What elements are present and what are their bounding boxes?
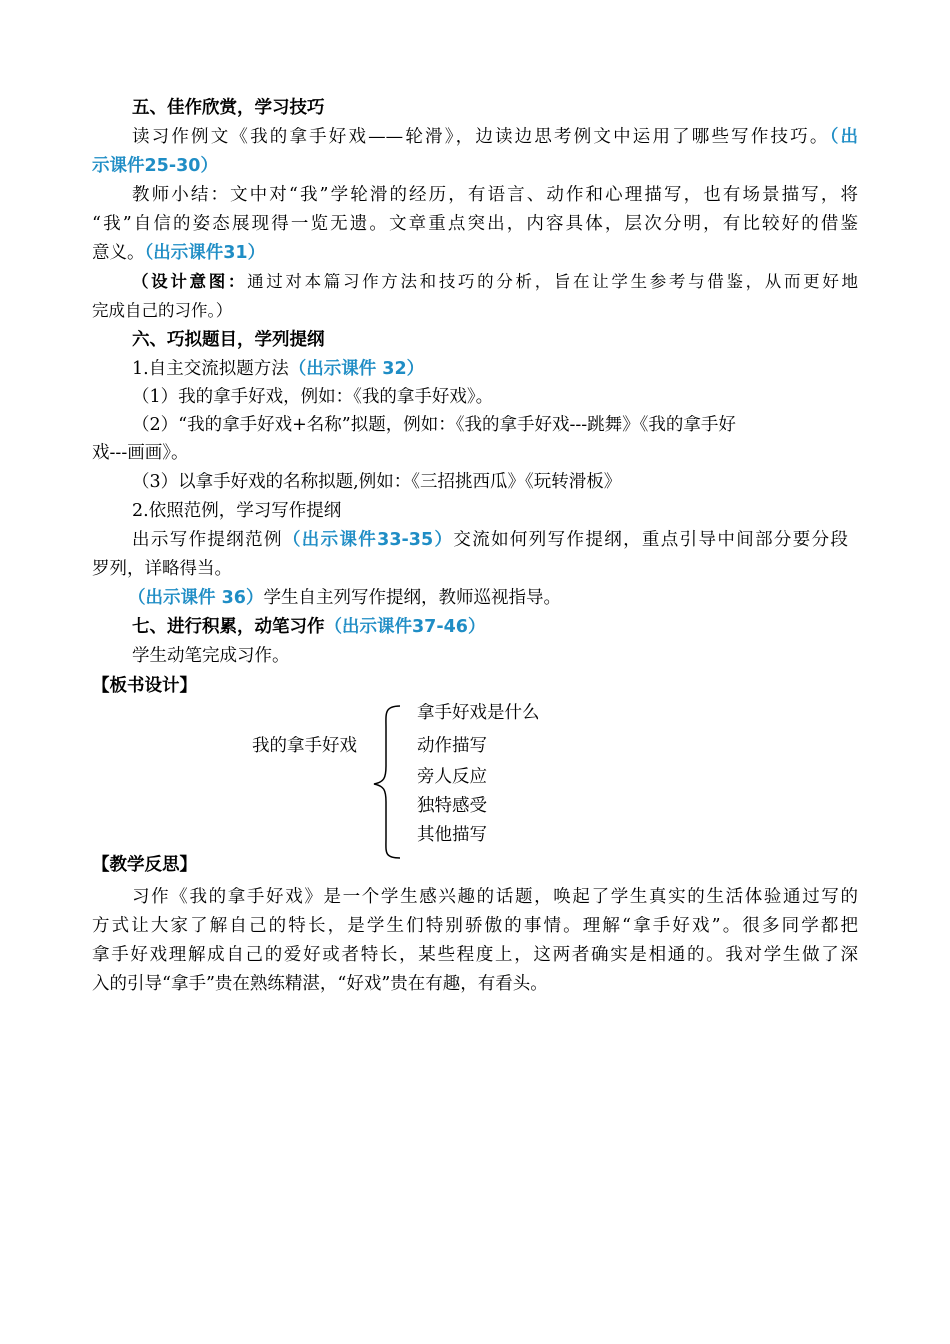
board-item-5: 其他描写: [417, 825, 487, 845]
design-intent-line-2: 完成自己的习作。）: [92, 301, 233, 320]
courseware-ref: （出示课件33-35）: [282, 530, 454, 550]
teacher-summary-line-3: [92, 239, 265, 267]
reflection-line-2: 方式让大家了解自己的特长，是学生们特别骄傲的事情。理解“拿手好戏”。很多同学都把: [92, 916, 858, 936]
design-intent-label: （设计意图：: [132, 272, 248, 291]
section-6-heading: 六、巧拟题目，学列提纲: [132, 330, 325, 350]
board-item-3: 旁人反应: [417, 767, 487, 787]
reflection-line-4: 入的引导“拿手”贵在熟练精湛，“好戏”贵在有趣，有看头。: [92, 974, 548, 994]
board-item-2: 动作描写: [417, 736, 487, 756]
outline-line-1: [132, 526, 848, 554]
section-6-item-1: [132, 355, 424, 383]
section-7-heading-line: [132, 613, 485, 641]
courseware-ref: （出示课件 36）: [128, 588, 264, 608]
section-5-paragraph-line-1: [132, 123, 858, 151]
paragraph-text: 意义。: [92, 243, 145, 263]
title-method-2-line-1: （2）“我的拿手好戏+名称”拟题，例如：《我的拿手好戏---跳舞》《我的拿手好: [132, 415, 736, 435]
reflection-heading: 【教学反思】: [92, 855, 197, 875]
reflection-line-3: 拿手好戏理解成自己的爱好或者特长，某些程度上，这两者确实是相通的。我对学生做了深: [92, 945, 858, 965]
title-method-1: （1）我的拿手好戏，例如：《我的拿手好戏》。: [132, 387, 494, 407]
section-6-item-2: 2.依照范例，学习写作提纲: [132, 501, 342, 521]
title-method-2-line-2: 戏---画画》。: [92, 443, 189, 463]
curly-brace: [370, 704, 410, 860]
title-method-3: （3）以拿手好戏的名称拟题,例如：《三招挑西瓜》《玩转滑板》: [132, 472, 622, 492]
self-outline-text: 学生自主列写作提纲，教师巡视指导。: [263, 588, 561, 608]
outline-text: 交流如何列写作提纲，重点引导中间部分要分段: [453, 530, 849, 550]
section-7-heading: 七、进行积累，动笔习作: [132, 617, 325, 637]
section-5-heading: 五、佳作欣赏，学习技巧: [132, 98, 325, 118]
courseware-ref: 示课件25-30）: [92, 156, 218, 176]
courseware-ref: （出: [829, 127, 859, 147]
reflection-line-1: 习作《我的拿手好戏》是一个学生感兴趣的话题，唤起了学生真实的生活体验通过写的: [132, 887, 858, 907]
section-7-text: 学生动笔完成习作。: [132, 646, 290, 666]
item-text: 1.自主交流拟题方法: [132, 359, 289, 379]
section-5-paragraph-line-2: [92, 152, 218, 180]
paragraph-text: 读习作例文《我的拿手好戏——轮滑》，边读边思考例文中运用了哪些写作技巧。: [132, 127, 830, 147]
teacher-summary-line-2: “我”自信的姿态展现得一览无遗。文章重点突出，内容具体，层次分明，有比较好的借鉴: [92, 214, 858, 234]
design-intent-line-1: [132, 268, 858, 296]
board-design-heading: 【板书设计】: [92, 676, 197, 696]
teacher-summary-line-1: 教师小结：文中对“我”学轮滑的经历，有语言、动作和心理描写，也有场景描写，将: [132, 185, 858, 205]
self-outline-line: [128, 584, 561, 612]
courseware-ref: （出示课件31）: [144, 243, 266, 263]
board-item-1: 拿手好戏是什么: [417, 703, 540, 723]
design-intent-text: 通过对本篇习作方法和技巧的分析，旨在让学生参考与借鉴，从而更好地: [247, 272, 859, 291]
courseware-ref: （出示课件37-46）: [324, 617, 486, 637]
outline-text: 出示写作提纲范例: [132, 530, 283, 550]
board-item-4: 独特感受: [417, 796, 487, 816]
courseware-ref: （出示课件 32）: [288, 359, 425, 379]
outline-line-2: 罗列，详略得当。: [92, 559, 232, 579]
board-center-title: 我的拿手好戏: [252, 736, 357, 756]
